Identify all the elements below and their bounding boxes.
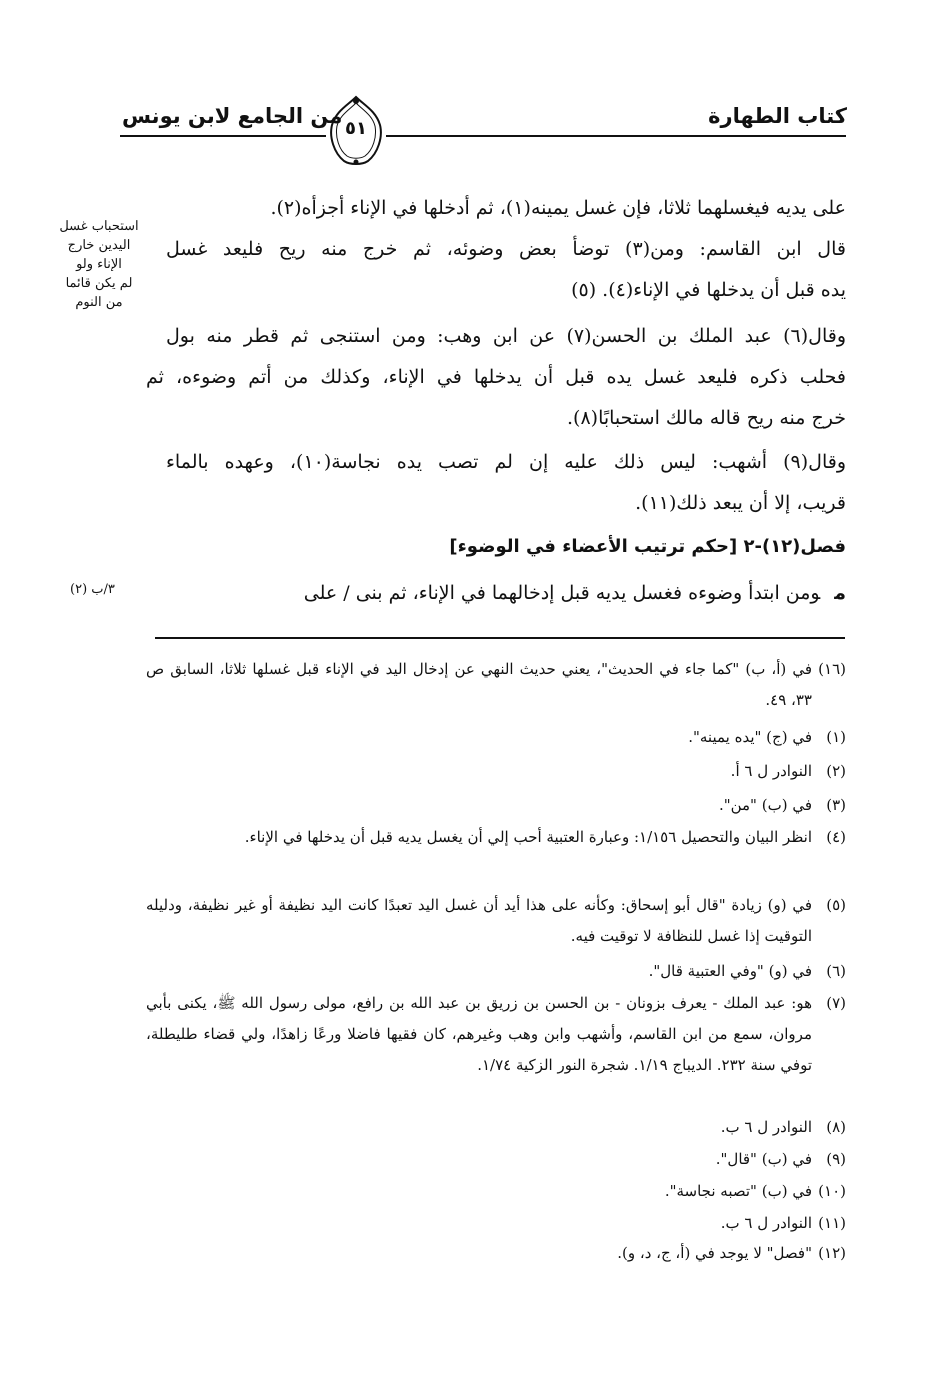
section-heading: فصل(١٢)-٢ [حكم ترتيب الأعضاء في الوضوء]: [449, 536, 846, 557]
footnote: [146, 722, 846, 753]
page-header: [0, 0, 939, 175]
work-title: من الجامع لابن يونس: [122, 104, 343, 128]
footnote-number: (٩): [826, 1150, 846, 1168]
footnote: [146, 790, 846, 821]
text-line: فحلب ذكره فليعد غسل يده قبل أن يدخلها في الإناء، وكذلك من أتم وضوءه، ثم: [146, 366, 846, 388]
footnote: [146, 988, 846, 1081]
footnote-number: (٦): [826, 962, 846, 980]
matn-marker: م: [834, 582, 846, 604]
footnote-text: في (و) "وفي العتبية قال".: [648, 962, 812, 980]
footnote-text: هو: عبد الملك - يعرف بزونان - بن الحسن بن زريق بن عبد الله بن رافع، مولى رسول الله ﷺ، يكنى بأبي مروان، سمع من ابن القاسم، وأشهب وابن وهب وغيرهم، كان فقيها فاضلا ورعًا زاهدًا، ولي قضاء طليطلة، توفي سنة ٢٣٢. الديباج ١/١٩. شجرة النور الزكية ١/٧٤.: [146, 994, 812, 1074]
footnote-number: (٥): [826, 896, 846, 914]
text-line: وقال(٦) عبد الملك بن الحسن(٧) عن ابن وهب: ومن استنجى ثم قطر منه بول: [166, 325, 846, 347]
footnote-text: في (أ، ب) "كما جاء في الحديث"، يعني حديث النهي عن إدخال اليد في الإناء قبل غسلها ثلاثا، السابق ص ٣٣، ٤٩.: [146, 660, 812, 709]
footnote: [146, 890, 846, 952]
footnote: [146, 756, 846, 787]
footnote-number: (٨): [826, 1118, 846, 1136]
footnote-number: (٣): [826, 796, 846, 814]
footnote-text: النوادر ل ٦ ب.: [720, 1214, 812, 1232]
footnote: [146, 956, 846, 987]
margin-note-line: الإناء ولو: [76, 257, 122, 272]
text-line: وقال(٩) أشهب: ليس ذلك عليه إن لم تصب يده نجاسة(١٠)، وعهده بالماء: [166, 451, 846, 473]
header-rule-right: [386, 135, 846, 137]
book-title: كتاب الطهارة: [708, 104, 847, 128]
text-line: قريب، إلا أن يبعد ذلك(١١).: [635, 492, 846, 514]
text-line: على يديه فيغسلهما ثلاثا، فإن غسل يمينه(١)، ثم أدخلها في الإناء أجزأه(٢).: [270, 197, 846, 219]
footnote-text: النوادر ل ٦ أ.: [730, 762, 812, 780]
text-line: يده قبل أن يدخلها في الإناء(٤). (٥): [571, 279, 846, 301]
footnote-text: انظر البيان والتحصيل ١/١٥٦: وعبارة العتبية أحب إلي أن يغسل يديه قبل أن يدخلها في الإناء.: [244, 828, 812, 846]
footnote-text: النوادر ل ٦ ب.: [720, 1118, 812, 1136]
header-rule-left: [120, 135, 326, 137]
margin-note-line: لم يكن قائما: [65, 276, 133, 291]
text-line: ومن ابتدأ وضوءه فغسل يديه قبل إدخالهما في الإناء، ثم بنى / على: [303, 582, 821, 604]
footnote-text: في (ب) "من".: [718, 796, 812, 814]
footnote-text: في (ج) "يده يمينه".: [688, 728, 812, 746]
footnote-number: (١١): [818, 1214, 846, 1232]
margin-note-line: استحباب غسل: [59, 219, 139, 234]
margin-note: [46, 217, 152, 312]
text-line: قال ابن القاسم: ومن(٣) توضأ بعض وضوئه، ثم خرج منه ريح فليعد غسل: [166, 238, 846, 260]
footnote-number: (٧): [826, 994, 846, 1012]
footnote-number: (٤): [826, 828, 846, 846]
footnote: [146, 1208, 846, 1239]
footnote: [146, 1238, 846, 1269]
footnote: [146, 1144, 846, 1175]
page-number: ٥١: [345, 118, 367, 139]
text-line: خرج منه ريح قاله مالك استحبابًا(٨).: [566, 407, 846, 429]
footnote-text: "فصل" لا يوجد في (أ، ج، د، و).: [617, 1244, 812, 1262]
footnote-separator: [155, 637, 845, 639]
margin-note-line: من النوم: [75, 295, 123, 310]
footnote: [146, 654, 846, 716]
footnote-number: (١٢): [818, 1244, 846, 1262]
footnote-text: في (و) زيادة "قال أبو إسحاق: وكأنه على هذا أيد أن غسل اليد تعبدًا كانت اليد نظيفة أو غير نظيفة، ودليله التوقيت إذا غسل للنظافة لا توقيت فيه.: [146, 896, 812, 945]
footnote-number: (١٦): [818, 660, 846, 678]
footnote: [146, 1176, 846, 1207]
footnote-text: في (ب) "تصبه نجاسة".: [664, 1182, 812, 1200]
footnote-text: في (ب) "قال".: [715, 1150, 812, 1168]
footnote: [146, 1112, 846, 1143]
footnote-number: (٢): [826, 762, 846, 780]
manuscript-folio-ref: ٣/ب (٢): [70, 582, 115, 597]
margin-note-line: اليدين خارج: [67, 238, 131, 253]
footnote-number: (١): [826, 728, 846, 746]
footnote: [146, 822, 846, 853]
footnote-number: (١٠): [818, 1182, 846, 1200]
